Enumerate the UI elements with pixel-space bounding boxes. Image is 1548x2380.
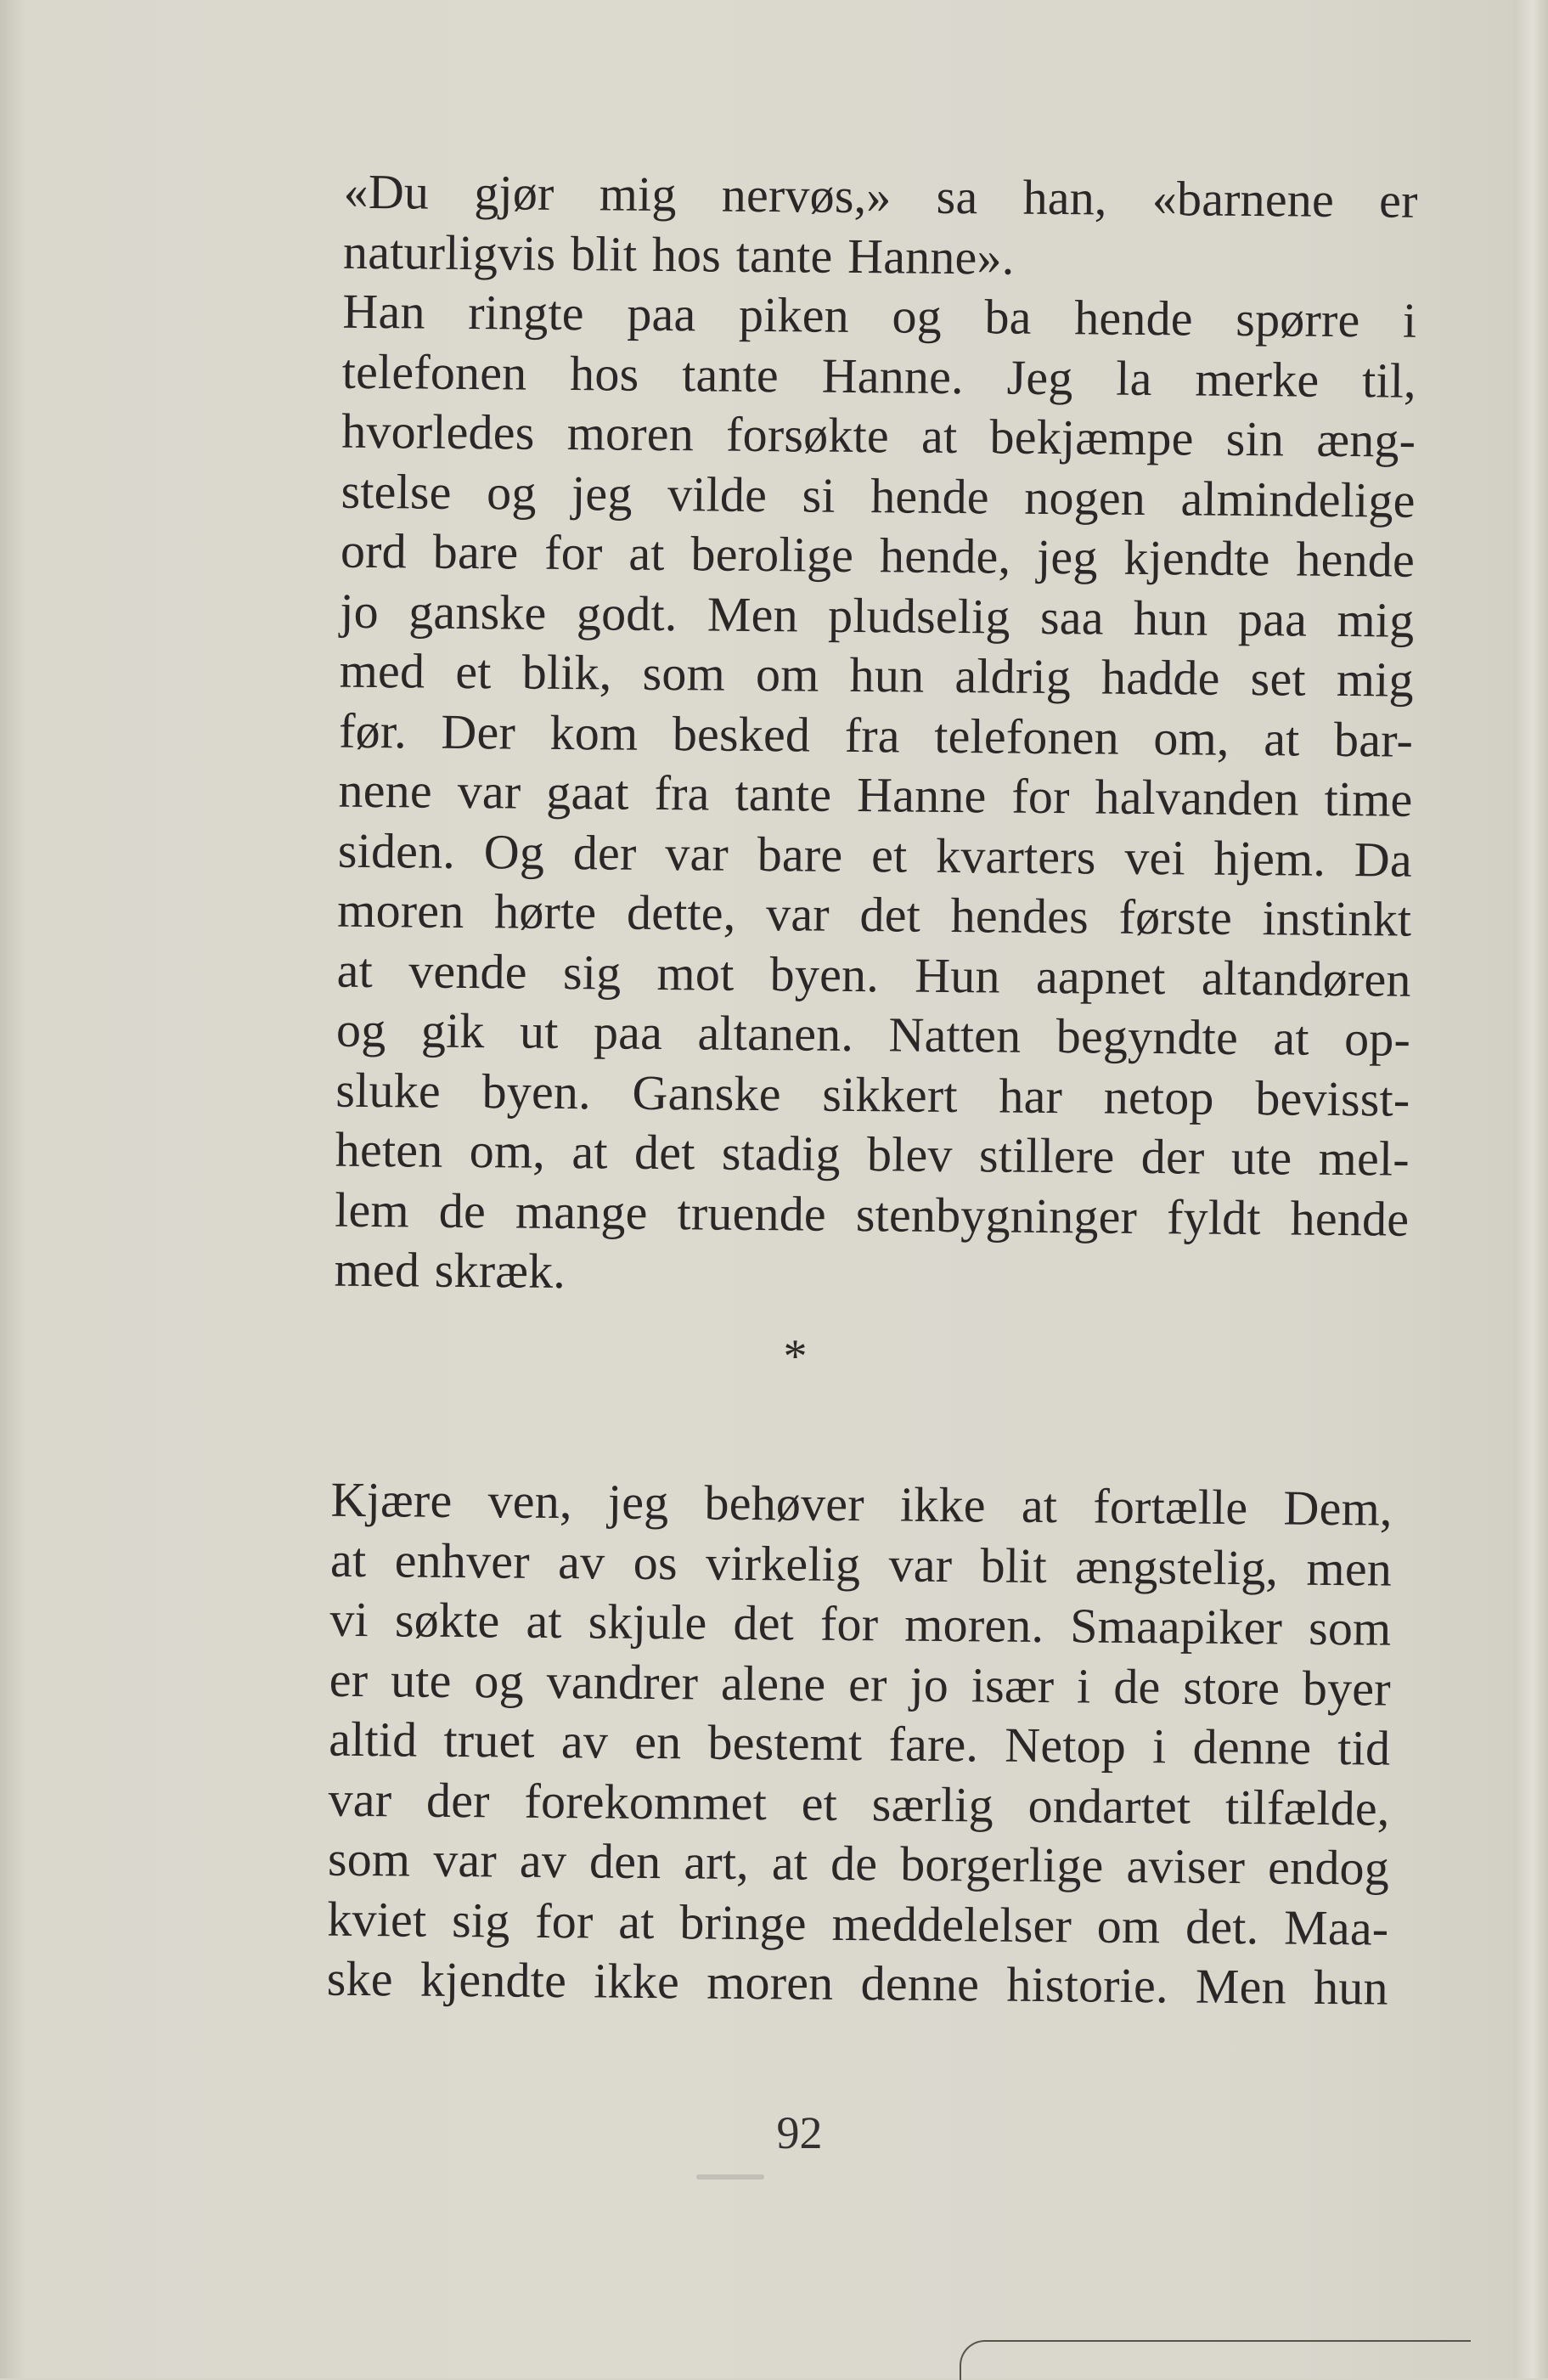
text-line: er ute og vandrer alene er jo især i de store byer	[329, 1651, 1392, 1717]
text-line: naturligvis blit hos tante Hanne».	[342, 223, 1015, 285]
page-edge	[1514, 0, 1548, 2378]
text-line: som var av den art, at de borgerlige aviser endog	[327, 1830, 1390, 1896]
text-section-2	[258, 1469, 1392, 2018]
text-line: før. Der kom besked fra telefonen om, at bar-	[338, 702, 1414, 768]
text-line: ske kjendte ikke moren denne historie. Men hun	[326, 1950, 1389, 2016]
text-line: at enhver av os virkelig var blit ængstelig, men	[329, 1531, 1393, 1597]
text-line: Han ringte paa piken og ba hende spørre i	[342, 283, 1417, 348]
text-line: kviet sig for at bringe meddelelser om det. Maa-	[327, 1891, 1389, 1956]
text-line: altid truet av en bestemt fare. Netop i denne tid	[328, 1711, 1391, 1776]
text-line: heten om, at det stadig blev stillere der ute mel-	[335, 1121, 1410, 1187]
text-line: lem de mange truende stenbygninger fyldt hende	[334, 1182, 1410, 1247]
text-line: var der forekommet et særlig ondartet tilfælde,	[328, 1771, 1390, 1836]
section-separator: *	[783, 1330, 808, 1383]
text-line: at vende sig mot byen. Hun aapnet altandøren	[336, 942, 1411, 1007]
corner-pencil-mark	[960, 2340, 1471, 2380]
text-line: hvorledes moren forsøkte at bekjæmpe sin æng-	[341, 403, 1416, 468]
spine-shadow	[0, 0, 25, 2378]
text-line: med skræk.	[334, 1241, 566, 1300]
ink-smudge	[696, 2174, 764, 2180]
text-line: telefonen hos tante Hanne. Jeg la merke til,	[341, 343, 1417, 409]
paragraph-3	[258, 1469, 1392, 2018]
text-line: ord bare for at berolige hende, jeg kjendte hende	[340, 522, 1416, 588]
text-line: sluke byen. Ganske sikkert har netop bevisst-	[335, 1062, 1410, 1127]
text-line: vi søkte at skjule det for moren. Smaapiker som	[329, 1591, 1392, 1656]
text-line: moren hørte dette, var det hendes første instinkt	[337, 882, 1412, 947]
text-line: «Du gjør mig nervøs,» sa han, «barnene er	[343, 163, 1418, 228]
text-line: og gik ut paa altanen. Natten begyndte at op-	[335, 1001, 1411, 1067]
text-line: Kjære ven, jeg behøver ikke at fortælle Dem,	[330, 1471, 1393, 1537]
paragraph-2	[266, 281, 1416, 1309]
paragraph-1	[275, 161, 1418, 291]
page-number: 92	[776, 2107, 823, 2158]
text-line: stelse og jeg vilde si hende nogen almindelige	[341, 463, 1416, 528]
text-line: med et blik, som om hun aldrig hadde set mig	[339, 642, 1415, 708]
text-line: siden. Og der var bare et kvarters vei hjem. Da	[337, 822, 1413, 888]
text-line: jo ganske godt. Men pludselig saa hun paa mig	[340, 583, 1415, 648]
text-section-1	[266, 161, 1418, 1309]
text-line: nene var gaat fra tante Hanne for halvanden time	[338, 762, 1413, 827]
